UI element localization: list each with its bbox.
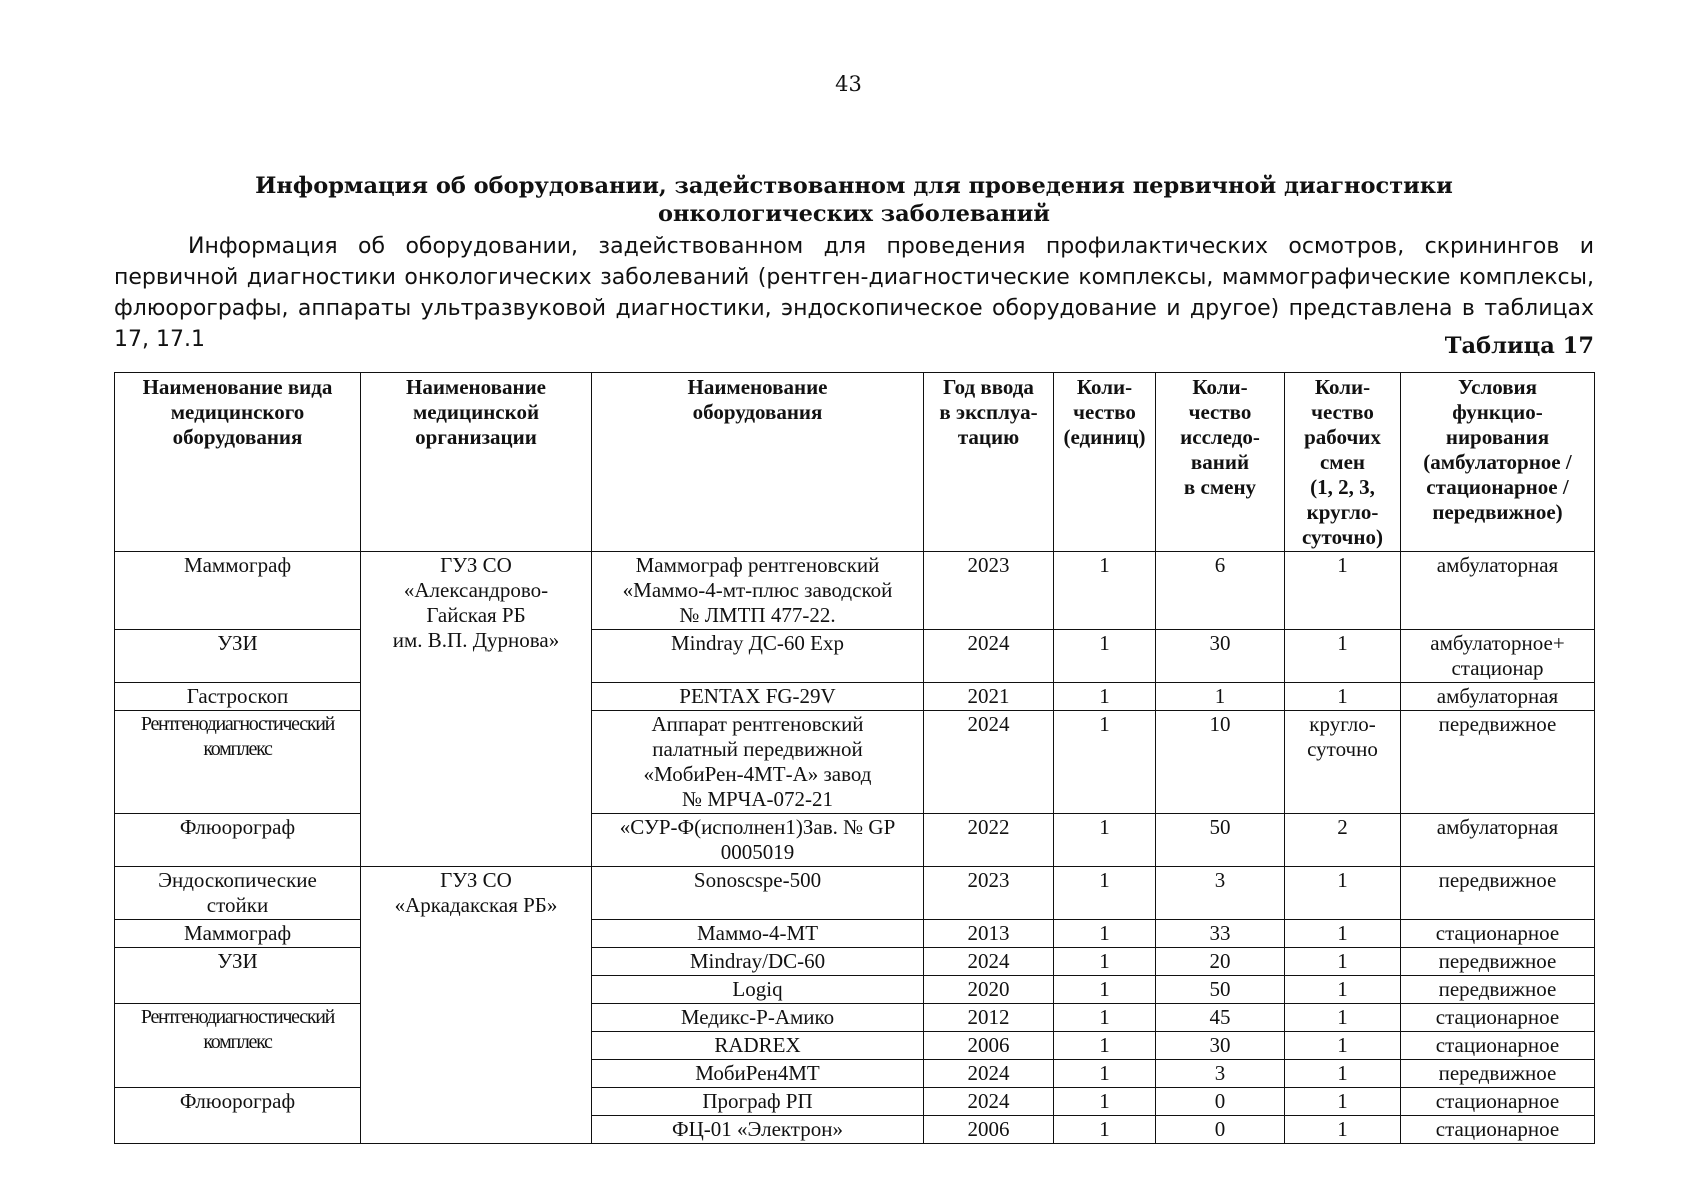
cell-shifts: 1 <box>1285 1004 1401 1032</box>
cell-conditions: передвижное <box>1401 867 1595 920</box>
cell-equipment-type: Флюорограф <box>115 814 361 867</box>
cell-shifts: 1 <box>1285 976 1401 1004</box>
cell-equipment-type: Рентгенодиагностический комплекс <box>115 1004 361 1088</box>
cell-shifts: 1 <box>1285 683 1401 711</box>
cell-equipment-name: Mindray/DC-60 <box>592 948 924 976</box>
table-row <box>115 630 1595 683</box>
cell-shifts: 2 <box>1285 814 1401 867</box>
cell-quantity: 1 <box>1054 1060 1156 1088</box>
equipment-table <box>114 372 1595 1144</box>
cell-shifts: 1 <box>1285 1116 1401 1144</box>
cell-equipment-name: Програф РП <box>592 1088 924 1116</box>
cell-shifts: 1 <box>1285 1088 1401 1116</box>
header-equipment-type: Наименование вида медицинского оборудования <box>115 373 361 552</box>
cell-conditions: передвижное <box>1401 711 1595 814</box>
cell-exams: 30 <box>1156 1032 1285 1060</box>
table-row <box>115 814 1595 867</box>
cell-shifts: 1 <box>1285 1060 1401 1088</box>
cell-quantity: 1 <box>1054 711 1156 814</box>
cell-equipment-name: МобиРен4МТ <box>592 1060 924 1088</box>
cell-year: 2021 <box>924 683 1054 711</box>
table-row <box>115 867 1595 920</box>
cell-conditions: передвижное <box>1401 1060 1595 1088</box>
cell-year: 2020 <box>924 976 1054 1004</box>
cell-year: 2024 <box>924 1060 1054 1088</box>
table-row <box>115 948 1595 976</box>
cell-conditions: стационарное <box>1401 1088 1595 1116</box>
cell-quantity: 1 <box>1054 630 1156 683</box>
cell-exams: 1 <box>1156 683 1285 711</box>
cell-organization: ГУЗ СО «Аркадакская РБ» <box>361 867 592 1144</box>
cell-year: 2024 <box>924 711 1054 814</box>
cell-conditions: стационарное <box>1401 1032 1595 1060</box>
header-year: Год ввода в эксплуа- тацию <box>924 373 1054 552</box>
table-row <box>115 920 1595 948</box>
cell-equipment-name: Mindray ДС-60 Exp <box>592 630 924 683</box>
cell-organization: ГУЗ СО «Александрово- Гайская РБ им. В.П. Дурнова» <box>361 552 592 867</box>
cell-quantity: 1 <box>1054 1032 1156 1060</box>
cell-exams: 3 <box>1156 1060 1285 1088</box>
cell-shifts: 1 <box>1285 948 1401 976</box>
cell-equipment-name: Аппарат рентгеновский палатный передвижной «МобиРен-4МТ-А» завод № МРЧА-072-21 <box>592 711 924 814</box>
cell-year: 2022 <box>924 814 1054 867</box>
cell-conditions: амбулаторная <box>1401 814 1595 867</box>
header-quantity: Коли- чество (единиц) <box>1054 373 1156 552</box>
document-title <box>114 172 1594 228</box>
cell-conditions: передвижное <box>1401 948 1595 976</box>
cell-year: 2006 <box>924 1032 1054 1060</box>
cell-shifts: 1 <box>1285 1032 1401 1060</box>
cell-equipment-name: Маммограф рентгеновский «Маммо-4-мт-плюс заводской № ЛМТП 477-22. <box>592 552 924 630</box>
cell-exams: 30 <box>1156 630 1285 683</box>
cell-exams: 3 <box>1156 867 1285 920</box>
cell-equipment-type: Маммограф <box>115 920 361 948</box>
cell-exams: 50 <box>1156 976 1285 1004</box>
intro-paragraph: Информация об оборудовании, задействованном для проведения профилактических осмотров, скринингов и первичной диагностики онкологических заболеваний (рентген-диагностические комплексы, маммографические комплексы, флюорографы, аппараты ультразвуковой диагностики, эндоскопическое оборудование и другое) представлена в таблицах 17, 17.1 <box>114 234 1594 352</box>
cell-quantity: 1 <box>1054 1088 1156 1116</box>
cell-quantity: 1 <box>1054 1004 1156 1032</box>
cell-shifts: 1 <box>1285 630 1401 683</box>
cell-conditions: амбулаторное+ стационар <box>1401 630 1595 683</box>
table-header-row <box>115 373 1595 552</box>
title-line-1: Информация об оборудовании, задействованном для проведения первичной диагностики <box>255 173 1453 199</box>
cell-conditions: амбулаторная <box>1401 683 1595 711</box>
cell-year: 2024 <box>924 948 1054 976</box>
cell-quantity: 1 <box>1054 920 1156 948</box>
table-row <box>115 552 1595 630</box>
cell-year: 2006 <box>924 1116 1054 1144</box>
cell-equipment-name: Logiq <box>592 976 924 1004</box>
header-shifts: Коли- чество рабочих смен (1, 2, 3, кругло- суточно) <box>1285 373 1401 552</box>
table-row <box>115 683 1595 711</box>
cell-equipment-name: PENTAX FG-29V <box>592 683 924 711</box>
cell-exams: 10 <box>1156 711 1285 814</box>
cell-year: 2024 <box>924 1088 1054 1116</box>
cell-shifts: 1 <box>1285 920 1401 948</box>
cell-equipment-name: Sonoscspe-500 <box>592 867 924 920</box>
cell-equipment-type: Рентгенодиагностический комплекс <box>115 711 361 814</box>
cell-exams: 33 <box>1156 920 1285 948</box>
cell-conditions: стационарное <box>1401 1004 1595 1032</box>
table-row <box>115 1004 1595 1032</box>
cell-year: 2023 <box>924 867 1054 920</box>
cell-exams: 50 <box>1156 814 1285 867</box>
cell-equipment-type: Флюорограф <box>115 1088 361 1144</box>
header-exams-per-shift: Коли- чество исследо- ваний в смену <box>1156 373 1285 552</box>
header-equipment-name: Наименование оборудования <box>592 373 924 552</box>
cell-quantity: 1 <box>1054 552 1156 630</box>
cell-equipment-type: УЗИ <box>115 948 361 1004</box>
cell-equipment-name: Медикс-Р-Амико <box>592 1004 924 1032</box>
table-row <box>115 711 1595 814</box>
table-caption: Таблица 17 <box>1444 333 1594 359</box>
cell-exams: 20 <box>1156 948 1285 976</box>
cell-equipment-type: Эндоскопические стойки <box>115 867 361 920</box>
page-number: 43 <box>835 72 862 96</box>
cell-exams: 6 <box>1156 552 1285 630</box>
cell-equipment-type: Маммограф <box>115 552 361 630</box>
cell-exams: 0 <box>1156 1088 1285 1116</box>
cell-exams: 0 <box>1156 1116 1285 1144</box>
cell-equipment-type: УЗИ <box>115 630 361 683</box>
cell-conditions: стационарное <box>1401 920 1595 948</box>
cell-year: 2024 <box>924 630 1054 683</box>
cell-conditions: передвижное <box>1401 976 1595 1004</box>
cell-equipment-name: RADREX <box>592 1032 924 1060</box>
cell-quantity: 1 <box>1054 814 1156 867</box>
header-organization: Наименование медицинской организации <box>361 373 592 552</box>
cell-quantity: 1 <box>1054 683 1156 711</box>
cell-quantity: 1 <box>1054 976 1156 1004</box>
cell-equipment-name: «СУР-Ф(исполнен1)Зав. № GP 0005019 <box>592 814 924 867</box>
cell-conditions: стационарное <box>1401 1116 1595 1144</box>
cell-quantity: 1 <box>1054 948 1156 976</box>
cell-equipment-name: Маммо-4-МТ <box>592 920 924 948</box>
header-conditions: Условия функцио- нирования (амбулаторное / стационарное / передвижное) <box>1401 373 1595 552</box>
cell-shifts: 1 <box>1285 552 1401 630</box>
table-row <box>115 1088 1595 1116</box>
cell-shifts: кругло- суточно <box>1285 711 1401 814</box>
cell-conditions: амбулаторная <box>1401 552 1595 630</box>
cell-equipment-name: ФЦ-01 «Электрон» <box>592 1116 924 1144</box>
cell-year: 2023 <box>924 552 1054 630</box>
cell-equipment-type: Гастроскоп <box>115 683 361 711</box>
cell-year: 2012 <box>924 1004 1054 1032</box>
cell-quantity: 1 <box>1054 1116 1156 1144</box>
title-line-2: онкологических заболеваний <box>658 201 1050 227</box>
cell-exams: 45 <box>1156 1004 1285 1032</box>
cell-shifts: 1 <box>1285 867 1401 920</box>
cell-year: 2013 <box>924 920 1054 948</box>
cell-quantity: 1 <box>1054 867 1156 920</box>
